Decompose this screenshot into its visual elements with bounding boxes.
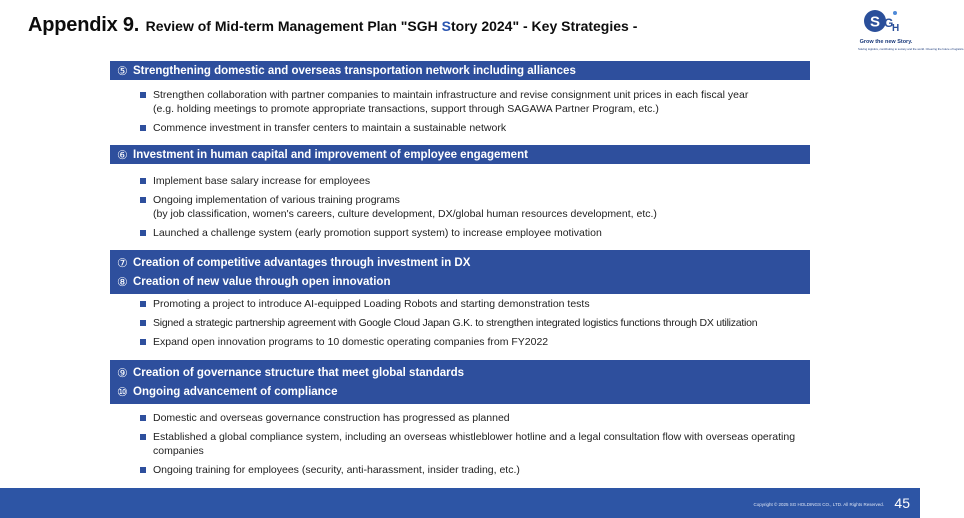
section-header [110,61,810,80]
bullet-list [140,88,820,140]
sgh-logo [858,6,964,62]
bullet-text: Domestic and overseas governance construction has progressed as planned [153,412,510,424]
title-accent: S [441,18,451,34]
section-number: ⑩ [117,384,128,399]
section-heading [117,61,810,80]
footer-bar [0,488,920,518]
bullet-subtext: (e.g. holding meetings to promote appropriate transactions, support through SAGAWA Partner Program, etc.) [153,103,659,115]
bullet-text: Commence investment in transfer centers to maintain a sustainable network [153,122,507,134]
bullet-text: Ongoing implementation of various training programs [153,194,400,206]
bullet-list [140,411,820,482]
page-number: 45 [894,495,910,511]
sgh-logo-mark-icon [864,6,902,36]
section-heading [117,272,810,291]
bullet-text: Signed a strategic partnership agreement with Google Cloud Japan G.K. to strengthen integrated logistics functions through DX utilization [153,317,758,329]
bullet-square-icon [140,467,146,473]
bullet-square-icon [140,301,146,307]
list-item [140,335,820,349]
bullet-square-icon [140,415,146,421]
bullet-square-icon [140,320,146,326]
section-title: Strengthening domestic and overseas transportation network including alliances [133,64,576,77]
section-number: ⑨ [117,365,128,380]
section-heading [117,382,810,401]
bullet-square-icon [140,178,146,184]
list-item [140,121,820,135]
section-header [110,250,810,294]
section-number: ⑦ [117,255,128,270]
list-item [140,463,820,477]
logo-subline: Solving logistics, contributing to society and the world. Cheering the future of logistics. [858,47,964,51]
svg-text:H: H [892,23,900,34]
section-title: Ongoing advancement of compliance [133,385,338,398]
list-item [140,174,820,188]
title-main [146,18,638,34]
bullet-text: Established a global compliance system, including an overseas whistleblower hotline and a legal consultation flow with overseas operating companies [153,431,796,457]
list-item [140,297,820,311]
section-number: ⑤ [117,63,128,78]
list-item [140,411,820,425]
section-title: Creation of governance structure that meet global standards [133,366,465,379]
bullet-square-icon [140,125,146,131]
bullet-square-icon [140,434,146,440]
list-item [140,88,820,116]
title-part1: Review of Mid-term Management Plan "SGH [145,18,442,34]
title-prefix: Appendix 9. [28,14,140,36]
svg-text:G: G [884,16,894,30]
page-title [28,14,637,37]
list-item [140,430,820,458]
section-header [110,145,810,164]
section-title: Creation of new value through open innovation [133,275,391,288]
list-item [140,316,820,330]
title-part2: tory 2024" - Key Strategies - [450,18,638,34]
bullet-text: Implement base salary increase for employees [153,175,371,187]
bullet-square-icon [140,230,146,236]
svg-text:S: S [869,13,881,31]
bullet-list [140,297,820,354]
section-number: ⑧ [117,274,128,289]
bullet-text: Ongoing training for employees (security, anti-harassment, insider trading, etc.) [153,464,520,476]
list-item [140,226,820,240]
bullet-square-icon [140,92,146,98]
bullet-text: Strengthen collaboration with partner companies to maintain infrastructure and revise consignment unit prices in each fiscal year [153,89,749,101]
section-title: Creation of competitive advantages through investment in DX [133,256,471,269]
list-item [140,193,820,221]
bullet-text: Promoting a project to introduce AI-equipped Loading Robots and starting demonstration tests [153,298,590,310]
section-heading [117,363,810,382]
section-number: ⑥ [117,147,128,162]
bullet-text: Launched a challenge system (early promotion support system) to increase employee motivation [153,227,602,239]
logo-tagline: Grow the new Story. [859,39,913,45]
bullet-subtext: (by job classification, women's careers, culture development, DX/global human resources development, etc.) [153,208,657,220]
bullet-square-icon [140,339,146,345]
section-heading [117,145,810,164]
section-heading [117,253,810,272]
bullet-text: Expand open innovation programs to 10 domestic operating companies from FY2022 [153,336,549,348]
section-header [110,360,810,404]
bullet-list [140,174,820,245]
copyright-text: Copyright © 2025 SG HOLDINGS CO., LTD. All Rights Reserved. [753,502,884,507]
bullet-square-icon [140,197,146,203]
section-title: Investment in human capital and improvement of employee engagement [133,148,528,161]
